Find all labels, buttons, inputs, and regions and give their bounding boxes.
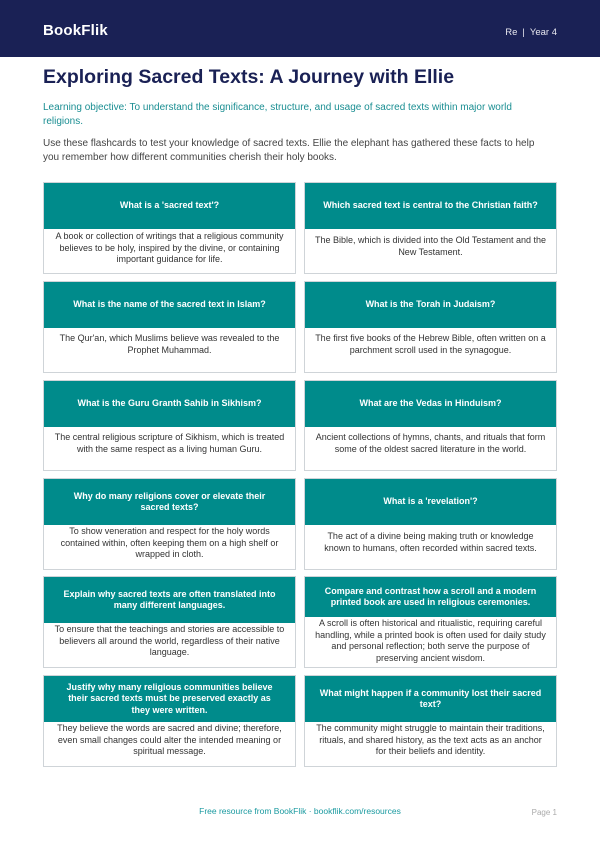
flashcard-answer: The act of a divine being making truth or knowledge known to humans, often recorded within sacred texts. xyxy=(324,531,537,553)
brand-logo[interactable]: BookFlik xyxy=(43,22,108,39)
top-bar xyxy=(0,0,600,57)
flashcard-answer: The community might struggle to maintain their traditions, rituals, and shared history, as the text acts as an anchor for their beliefs and identity. xyxy=(316,723,545,756)
flashcard[interactable] xyxy=(43,576,296,668)
flashcard-question: What is the Guru Granth Sahib in Sikhism? xyxy=(44,381,295,427)
flashcard[interactable] xyxy=(43,380,296,471)
learning-objective: Learning objective: To understand the significance, structure, and usage of sacred texts within major world religions. xyxy=(43,102,512,127)
breadcrumb-year[interactable]: Year 4 xyxy=(529,27,557,38)
flashcard-question: Explain why sacred texts are often translated into many different languages. xyxy=(44,577,295,623)
flashcard-answer: The first five books of the Hebrew Bible, often written on a parchment scroll used in the synagogue. xyxy=(315,333,546,355)
flashcard[interactable] xyxy=(43,182,296,274)
flashcard-question: What are the Vedas in Hinduism? xyxy=(305,381,556,427)
flashcard-question: What is the Torah in Judaism? xyxy=(305,282,556,328)
flashcard[interactable] xyxy=(304,281,557,373)
flashcard-answer: The central religious scripture of Sikhism, which is treated with the same respect as a living human Guru. xyxy=(54,432,285,454)
flashcard[interactable] xyxy=(304,675,557,767)
flashcard[interactable] xyxy=(43,478,296,570)
flashcard[interactable] xyxy=(43,675,296,767)
flashcard-question: Justify why many religious communities believe their sacred texts must be preserved exactly as they were written. xyxy=(44,676,295,722)
flashcard-answer: Ancient collections of hymns, chants, and rituals that form some of the oldest sacred literature in the world. xyxy=(315,432,546,454)
flashcard-question: What is a 'sacred text'? xyxy=(44,183,295,229)
flashcard[interactable] xyxy=(304,576,557,668)
flashcard[interactable] xyxy=(304,182,557,274)
flashcard[interactable] xyxy=(304,380,557,471)
breadcrumb-subject[interactable]: Re xyxy=(505,27,518,38)
intro-text: Use these flashcards to test your knowledge of sacred texts. Ellie the elephant has gathered these facts to help you remember how different communities cherish their holy books. xyxy=(43,138,535,163)
flashcard-question: Compare and contrast how a scroll and a modern printed book are used in religious ceremonies. xyxy=(305,577,556,617)
flashcard-question: What is the name of the sacred text in Islam? xyxy=(44,282,295,328)
breadcrumb xyxy=(505,27,557,38)
flashcard-answer: A book or collection of writings that a religious community believes to be holy, inspired by the divine, or containing important guidance for life. xyxy=(55,231,284,264)
breadcrumb-separator: | xyxy=(522,27,525,38)
flashcard-question: What is a 'revelation'? xyxy=(305,479,556,525)
flashcard-answer: To ensure that the teachings and stories are accessible to believers all around the world, regardless of their native language. xyxy=(54,624,285,657)
flashcard-answer: A scroll is often historical and ritualistic, requiring careful handling, while a printed book is often used for daily study and personal reflection; both serve the purpose of preserving ancient wisdom. xyxy=(315,618,546,663)
flashcard-answer: They believe the words are sacred and divine; therefore, even small changes could alter the intended meaning or spiritual message. xyxy=(57,723,282,756)
flashcard-answer: To show veneration and respect for the holy words contained within, often keeping them on a high shelf or wrapped in cloth. xyxy=(60,526,279,559)
flashcard[interactable] xyxy=(43,281,296,373)
flashcard[interactable] xyxy=(304,478,557,570)
page-number: Page 1 xyxy=(531,808,557,817)
flashcard-question: What might happen if a community lost their sacred text? xyxy=(305,676,556,722)
footer-link[interactable]: Free resource from BookFlik · bookflik.com/resources xyxy=(199,806,401,816)
flashcard-answer: The Bible, which is divided into the Old Testament and the New Testament. xyxy=(315,235,546,257)
flashcard-question: Why do many religions cover or elevate their sacred texts? xyxy=(44,479,295,525)
flashcard-answer: The Qur'an, which Muslims believe was revealed to the Prophet Muhammad. xyxy=(59,333,280,355)
page-title: Exploring Sacred Texts: A Journey with Ellie xyxy=(43,66,455,88)
flashcard-question: Which sacred text is central to the Christian faith? xyxy=(305,183,556,229)
